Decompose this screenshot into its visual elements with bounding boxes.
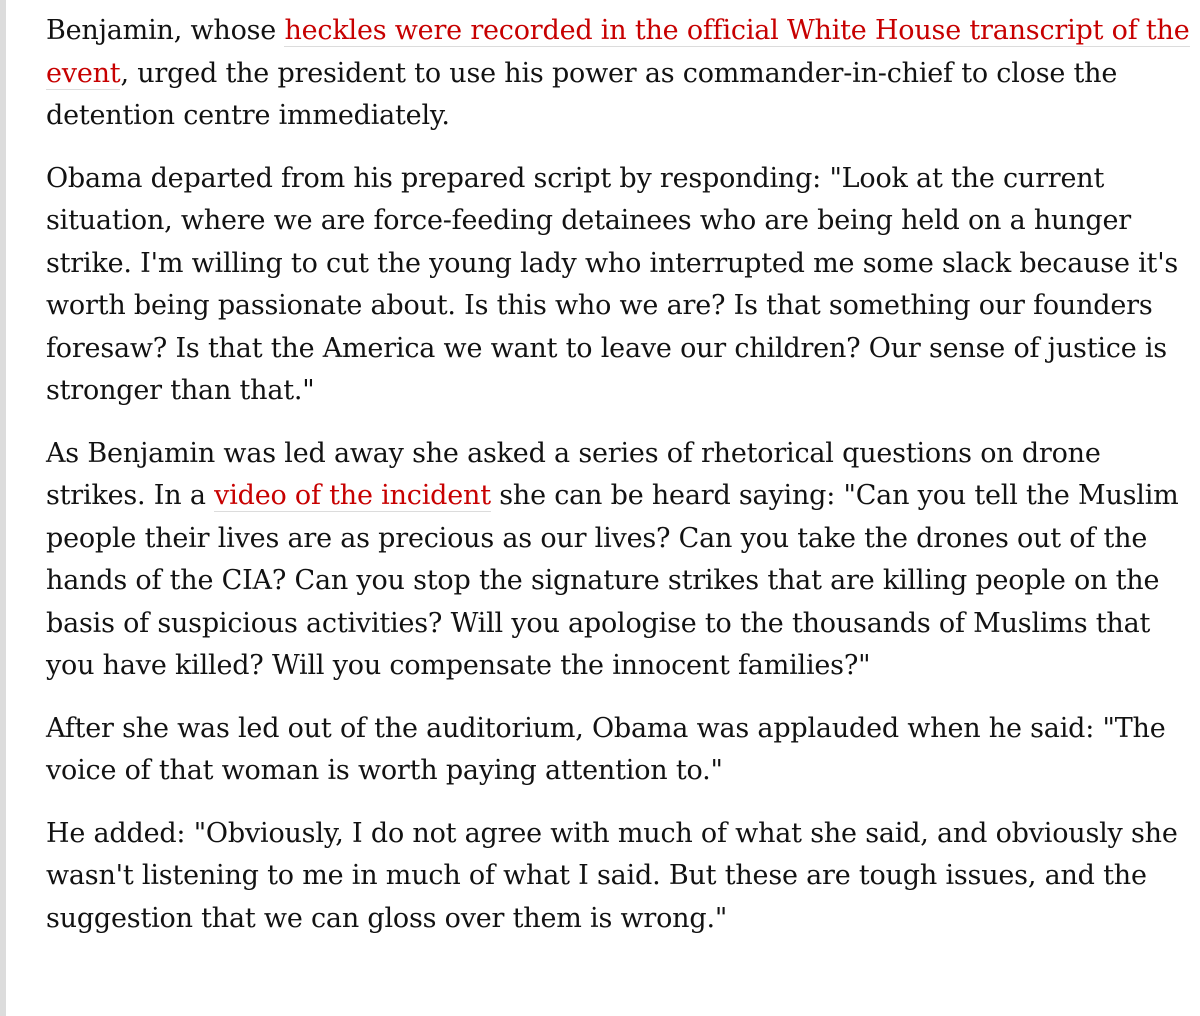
paragraph-4: After she was led out of the auditorium, Obama was applauded when he said: "The voice of that woman is worth paying attention to." [46,712,1166,786]
paragraph-1 [46,10,1196,138]
incident-video-link[interactable]: video of the incident [214,480,491,511]
paragraph-1-text-after: , urged the president to use his power as commander-in-chief to close the detention centre immediately. [46,57,1118,131]
left-border-rule [0,0,6,1016]
white-house-transcript-link[interactable]: heckles were recorded in the official White House transcript of the event [46,15,1190,89]
paragraph-5: He added: "Obviously, I do not agree with much of what she said, and obviously she wasn't listening to me in much of what I said. But these are tough issues, and the suggestion that we can gloss over them is wrong." [46,817,1178,934]
paragraph-3-text-before: As Benjamin was led away she asked a series of rhetorical questions on drone strikes. In a [46,437,1101,511]
paragraph-1-text-before: Benjamin, whose [46,15,285,46]
paragraph-3-text-after: she can be heard saying: "Can you tell the Muslim people their lives are as precious as our lives? Can you take the drones out of the hands of the CIA? Can you stop the signature strikes that are killing people on the basis of suspicious activities? Will you apologise to the thousands of Muslims that you have killed? Will you compensate the innocent families?" [46,480,1179,681]
article-body [46,10,1196,960]
paragraph-2: Obama departed from his prepared script by responding: "Look at the current situation, where we are force-feeding detainees who are being held on a hunger strike. I'm willing to cut the young lady who interrupted me some slack because it's worth being passionate about. Is this who we are? Is that something our founders foresaw? Is that the America we want to leave our children? Our sense of justice is stronger than that." [46,162,1179,406]
paragraph-3 [46,433,1196,688]
